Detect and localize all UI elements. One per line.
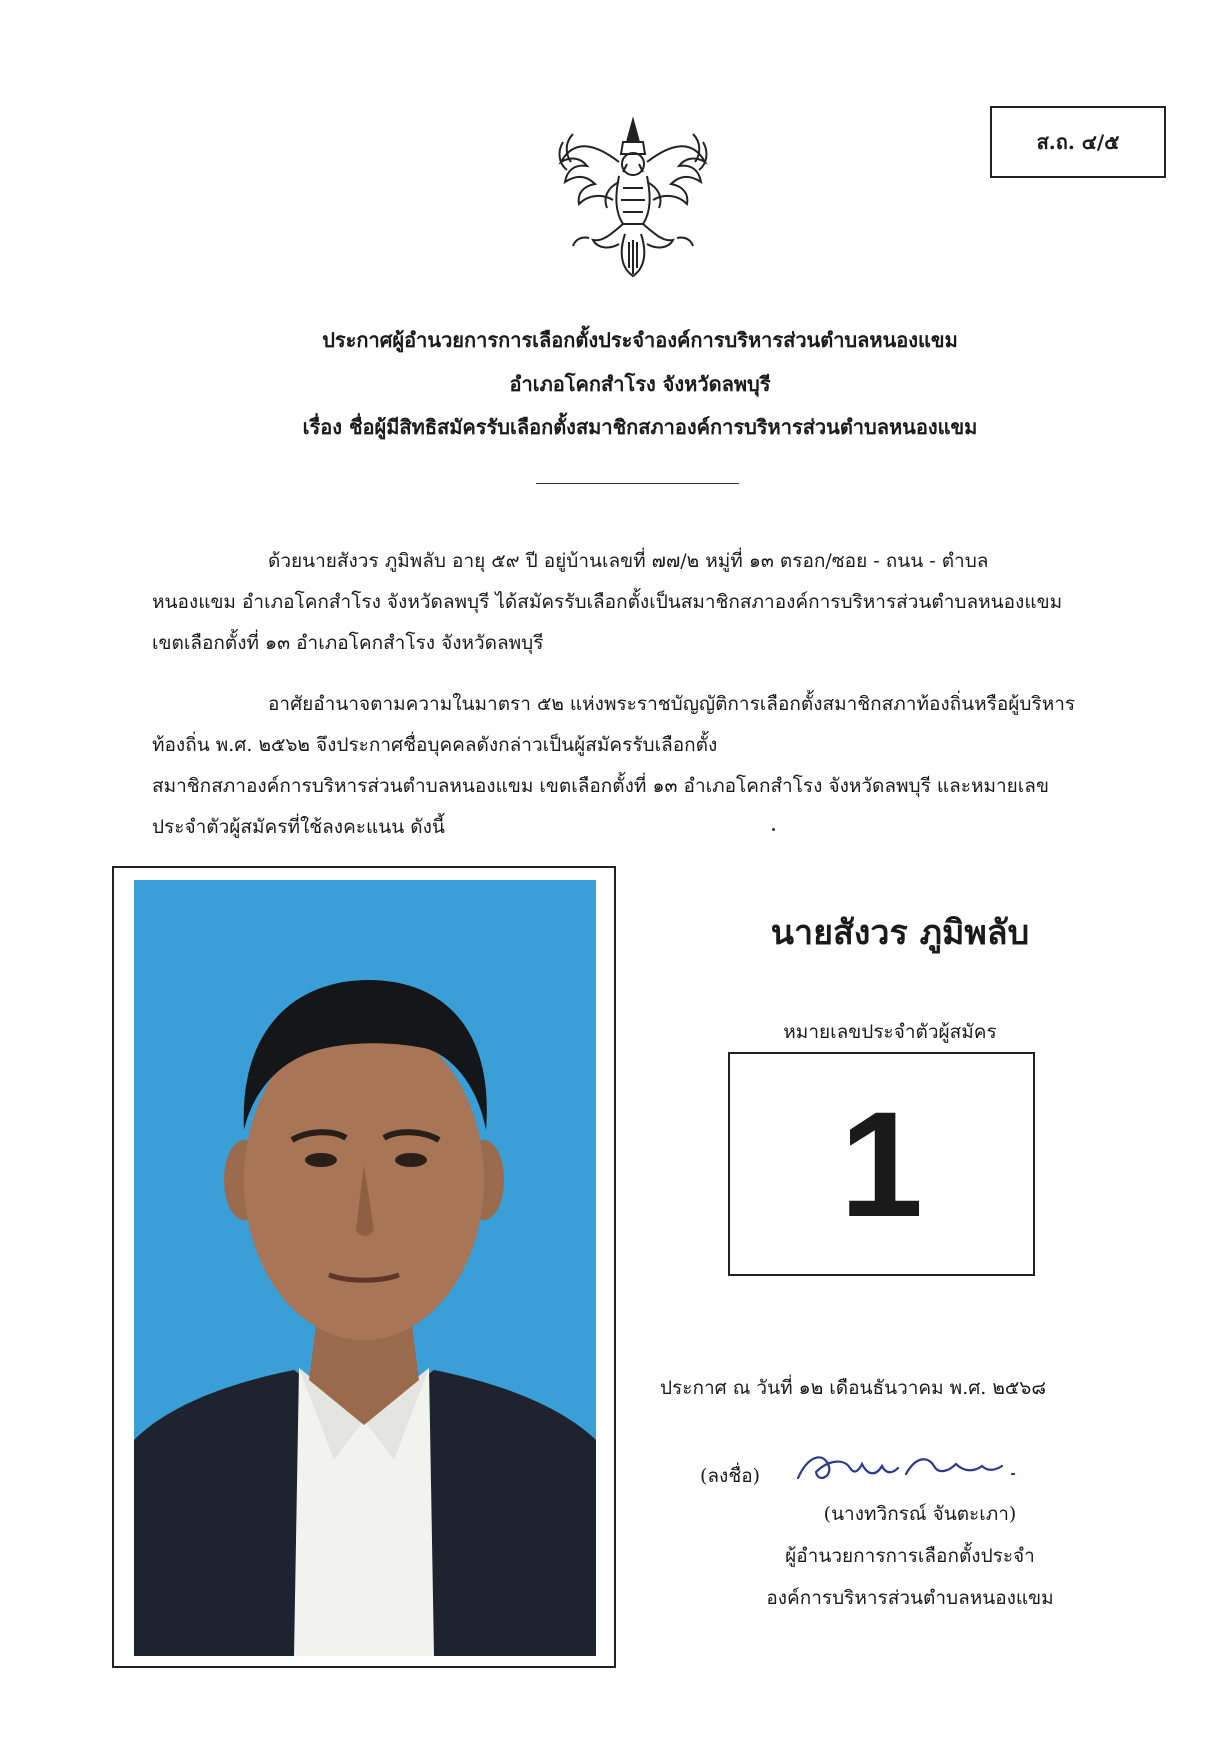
garuda-emblem-svg (552, 112, 714, 282)
header-title-line2: อำเภอโคกสำโรง จังหวัดลพบุรี (509, 372, 771, 396)
body-paragraph2-line4: ประจำตัวผู้สมัครที่ใช้ลงคะแนน ดังนี้ (152, 816, 445, 838)
form-code-text: ส.ถ. ๔/๕ (1036, 130, 1120, 154)
form-code-box (990, 106, 1166, 178)
candidate-photo-frame (112, 866, 616, 1668)
header-subject-line: เรื่อง ชื่อผู้มีสิทธิสมัครรับเลือกตั้งสมาชิกสภาองค์การบริหารส่วนตำบลหนองแขม (302, 415, 978, 439)
announcement-date: ประกาศ ณ วันที่ ๑๒ เดือนธันวาคม พ.ศ. ๒๕๖๘ (660, 1377, 1047, 1399)
body-paragraph1-line1: ด้วยนายสังวร ภูมิพลับ อายุ ๕๙ ปี อยู่บ้านเลขที่ ๗๗/๒ หมู่ที่ ๑๓ ตรอก/ซอย - ถนน - ตำบล (268, 550, 989, 572)
signer-role-line1: ผู้อำนวยการการเลือกตั้งประจำ (785, 1545, 1035, 1567)
handwritten-signature (788, 1438, 1028, 1498)
body-paragraph2-line2: ท้องถิ่น พ.ศ. ๒๕๖๒ จึงประกาศชื่อบุคคลดังกล่าวเป็นผู้สมัครรับเลือกตั้ง (152, 734, 718, 756)
candidate-portrait-illustration (134, 880, 596, 1656)
body-paragraph2-line1: อาศัยอำนาจตามความในมาตรา ๕๒ แห่งพระราชบัญญัติการเลือกตั้งสมาชิกสภาท้องถิ่นหรือผู้บริหาร (268, 693, 1076, 715)
candidate-number-label: หมายเลขประจำตัวผู้สมัคร (783, 1021, 997, 1043)
body-paragraph1-line3: เขตเลือกตั้งที่ ๑๓ อำเภอโคกสำโรง จังหวัดลพบุรี (152, 632, 544, 654)
signature-label: (ลงชื่อ) (700, 1465, 761, 1487)
signer-role-line2: องค์การบริหารส่วนตำบลหนองแขม (766, 1587, 1054, 1609)
header-divider (536, 483, 739, 484)
stray-dot (772, 828, 775, 831)
header-title-line1: ประกาศผู้อำนวยการการเลือกตั้งประจำองค์การบริหารส่วนตำบลหนองแขม (322, 328, 958, 352)
garuda-emblem-icon (552, 112, 714, 282)
body-paragraph1-line2: หนองแขม อำเภอโคกสำโรง จังหวัดลพบุรี ได้สมัครรับเลือกตั้งเป็นสมาชิกสภาองค์การบริหารส่วนตำบลหนองแขม (152, 591, 1063, 613)
candidate-number: 1 (839, 1080, 924, 1248)
signer-name: (นางทวิกรณ์ จันตะเภา) (823, 1503, 1017, 1525)
candidate-name: นายสังวร ภูมิพลับ (770, 913, 1030, 953)
body-paragraph2-line3: สมาชิกสภาองค์การบริหารส่วนตำบลหนองแขม เขตเลือกตั้งที่ ๑๓ อำเภอโคกสำโรง จังหวัดลพบุรี และหมายเลข (152, 775, 1049, 797)
candidate-photo (134, 880, 596, 1656)
candidate-number-box (728, 1052, 1035, 1276)
